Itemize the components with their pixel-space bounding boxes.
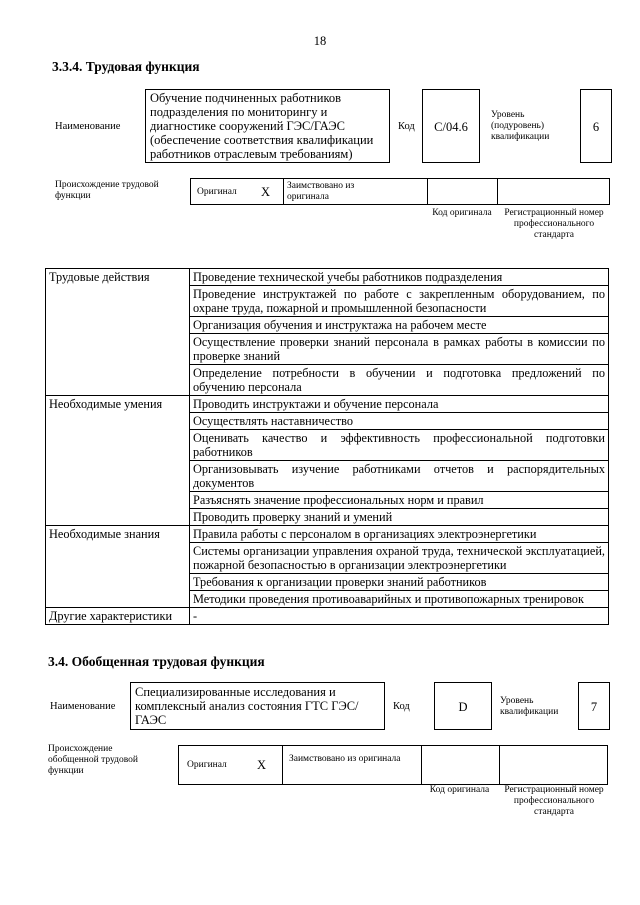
original-label: Оригинал [197, 187, 237, 197]
generalized-function-name-value: Специализированные исследования и комплексный анализ состояния ГТС ГЭС/ГАЭС [135, 685, 359, 727]
table-row [46, 269, 609, 286]
level-value: 7 [590, 700, 598, 714]
table-cell: Требования к организации проверки знаний работников [190, 574, 609, 591]
divider [282, 746, 283, 784]
table-cell: Проводить инструктажи и обучение персонала [190, 396, 609, 413]
code-original-caption: Код оригинала [429, 785, 490, 795]
original-mark: X [261, 185, 271, 199]
group-label: Трудовые действия [46, 269, 190, 396]
table-row [46, 608, 609, 625]
table-cell: Осуществление проверки знаний персонала в рамках работы в комиссии по проверке знаний [190, 334, 609, 365]
code-value: C/04.6 [434, 120, 468, 134]
name-label: Наименование [50, 701, 116, 712]
table-cell: Правила работы с персоналом в организациях электроэнергетики [190, 526, 609, 543]
table-cell: Методики проведения противоаварийных и противопожарных тренировок [190, 591, 609, 608]
group-label: Необходимые умения [46, 396, 190, 526]
table-cell: Осуществлять наставничество [190, 413, 609, 430]
table-cell: Организовывать изучение работниками отчетов и распорядительных документов [190, 461, 609, 492]
divider [499, 746, 500, 784]
code-value: D [458, 700, 468, 714]
code-box [434, 682, 492, 730]
group-label: Необходимые знания [46, 526, 190, 608]
group-label: Другие характеристики [46, 608, 190, 625]
code-box [422, 89, 480, 163]
table-row [46, 396, 609, 413]
origin-table [178, 745, 608, 785]
borrowed-label: Заимствовано из оригинала [287, 181, 355, 202]
origin-label: Происхождение обобщенной трудовой функции [48, 744, 138, 776]
borrowed-label: Заимствовано из оригинала [289, 754, 401, 764]
code-label: Код [398, 121, 415, 132]
table-cell: Проведение инструктажей по работе с закрепленным оборудованием, по охране труда, пожарной и промышленной безопасности [190, 286, 609, 317]
reg-number-caption: Регистрационный номер профессионального стандарта [504, 208, 604, 240]
table-cell: Проведение технической учебы работников подразделения [190, 269, 609, 286]
table-row [46, 526, 609, 543]
function-name-box [145, 89, 390, 163]
table-cell: Определение потребности в обучении и подготовка предложений по обучению персонала [190, 365, 609, 396]
level-value: 6 [592, 120, 600, 134]
section-heading: 3.3.4. Трудовая функция [52, 59, 200, 74]
function-name-value: Обучение подчиненных работников подразделения по мониторингу и диагностике сооружений ГЭС/ГАЭС (обеспечение соответствия квалификации работников отраслевым требованиям) [150, 91, 374, 161]
level-box [580, 89, 612, 163]
section-heading: 3.4. Обобщенная трудовая функция [48, 654, 265, 669]
table-cell: Проводить проверку знаний и умений [190, 509, 609, 526]
level-label: Уровень (подуровень) квалификации [491, 110, 550, 142]
divider [497, 179, 498, 204]
level-label: Уровень квалификации [500, 696, 559, 717]
table-cell: Системы организации управления охраной труда, технической эксплуатацией, пожарной безопасностью в организации электроэнергетики [190, 543, 609, 574]
table-cell: Оценивать качество и эффективность профессиональной подготовки работников [190, 430, 609, 461]
name-label: Наименование [55, 121, 121, 132]
divider [283, 179, 284, 204]
original-mark: X [257, 758, 267, 772]
generalized-function-name-box [130, 682, 385, 730]
original-label: Оригинал [187, 760, 227, 770]
competency-table [45, 268, 609, 625]
code-original-caption: Код оригинала [432, 208, 492, 218]
code-label: Код [393, 701, 410, 712]
level-box [578, 682, 610, 730]
table-cell: Разъяснять значение профессиональных норм и правил [190, 492, 609, 509]
reg-number-caption: Регистрационный номер профессионального стандарта [504, 785, 604, 817]
origin-table [190, 178, 610, 205]
table-cell: Организация обучения и инструктажа на рабочем месте [190, 317, 609, 334]
origin-label: Происхождение трудовой функции [55, 180, 159, 201]
divider [421, 746, 422, 784]
divider [427, 179, 428, 204]
page-number: 18 [313, 34, 327, 48]
table-cell: - [190, 608, 609, 625]
